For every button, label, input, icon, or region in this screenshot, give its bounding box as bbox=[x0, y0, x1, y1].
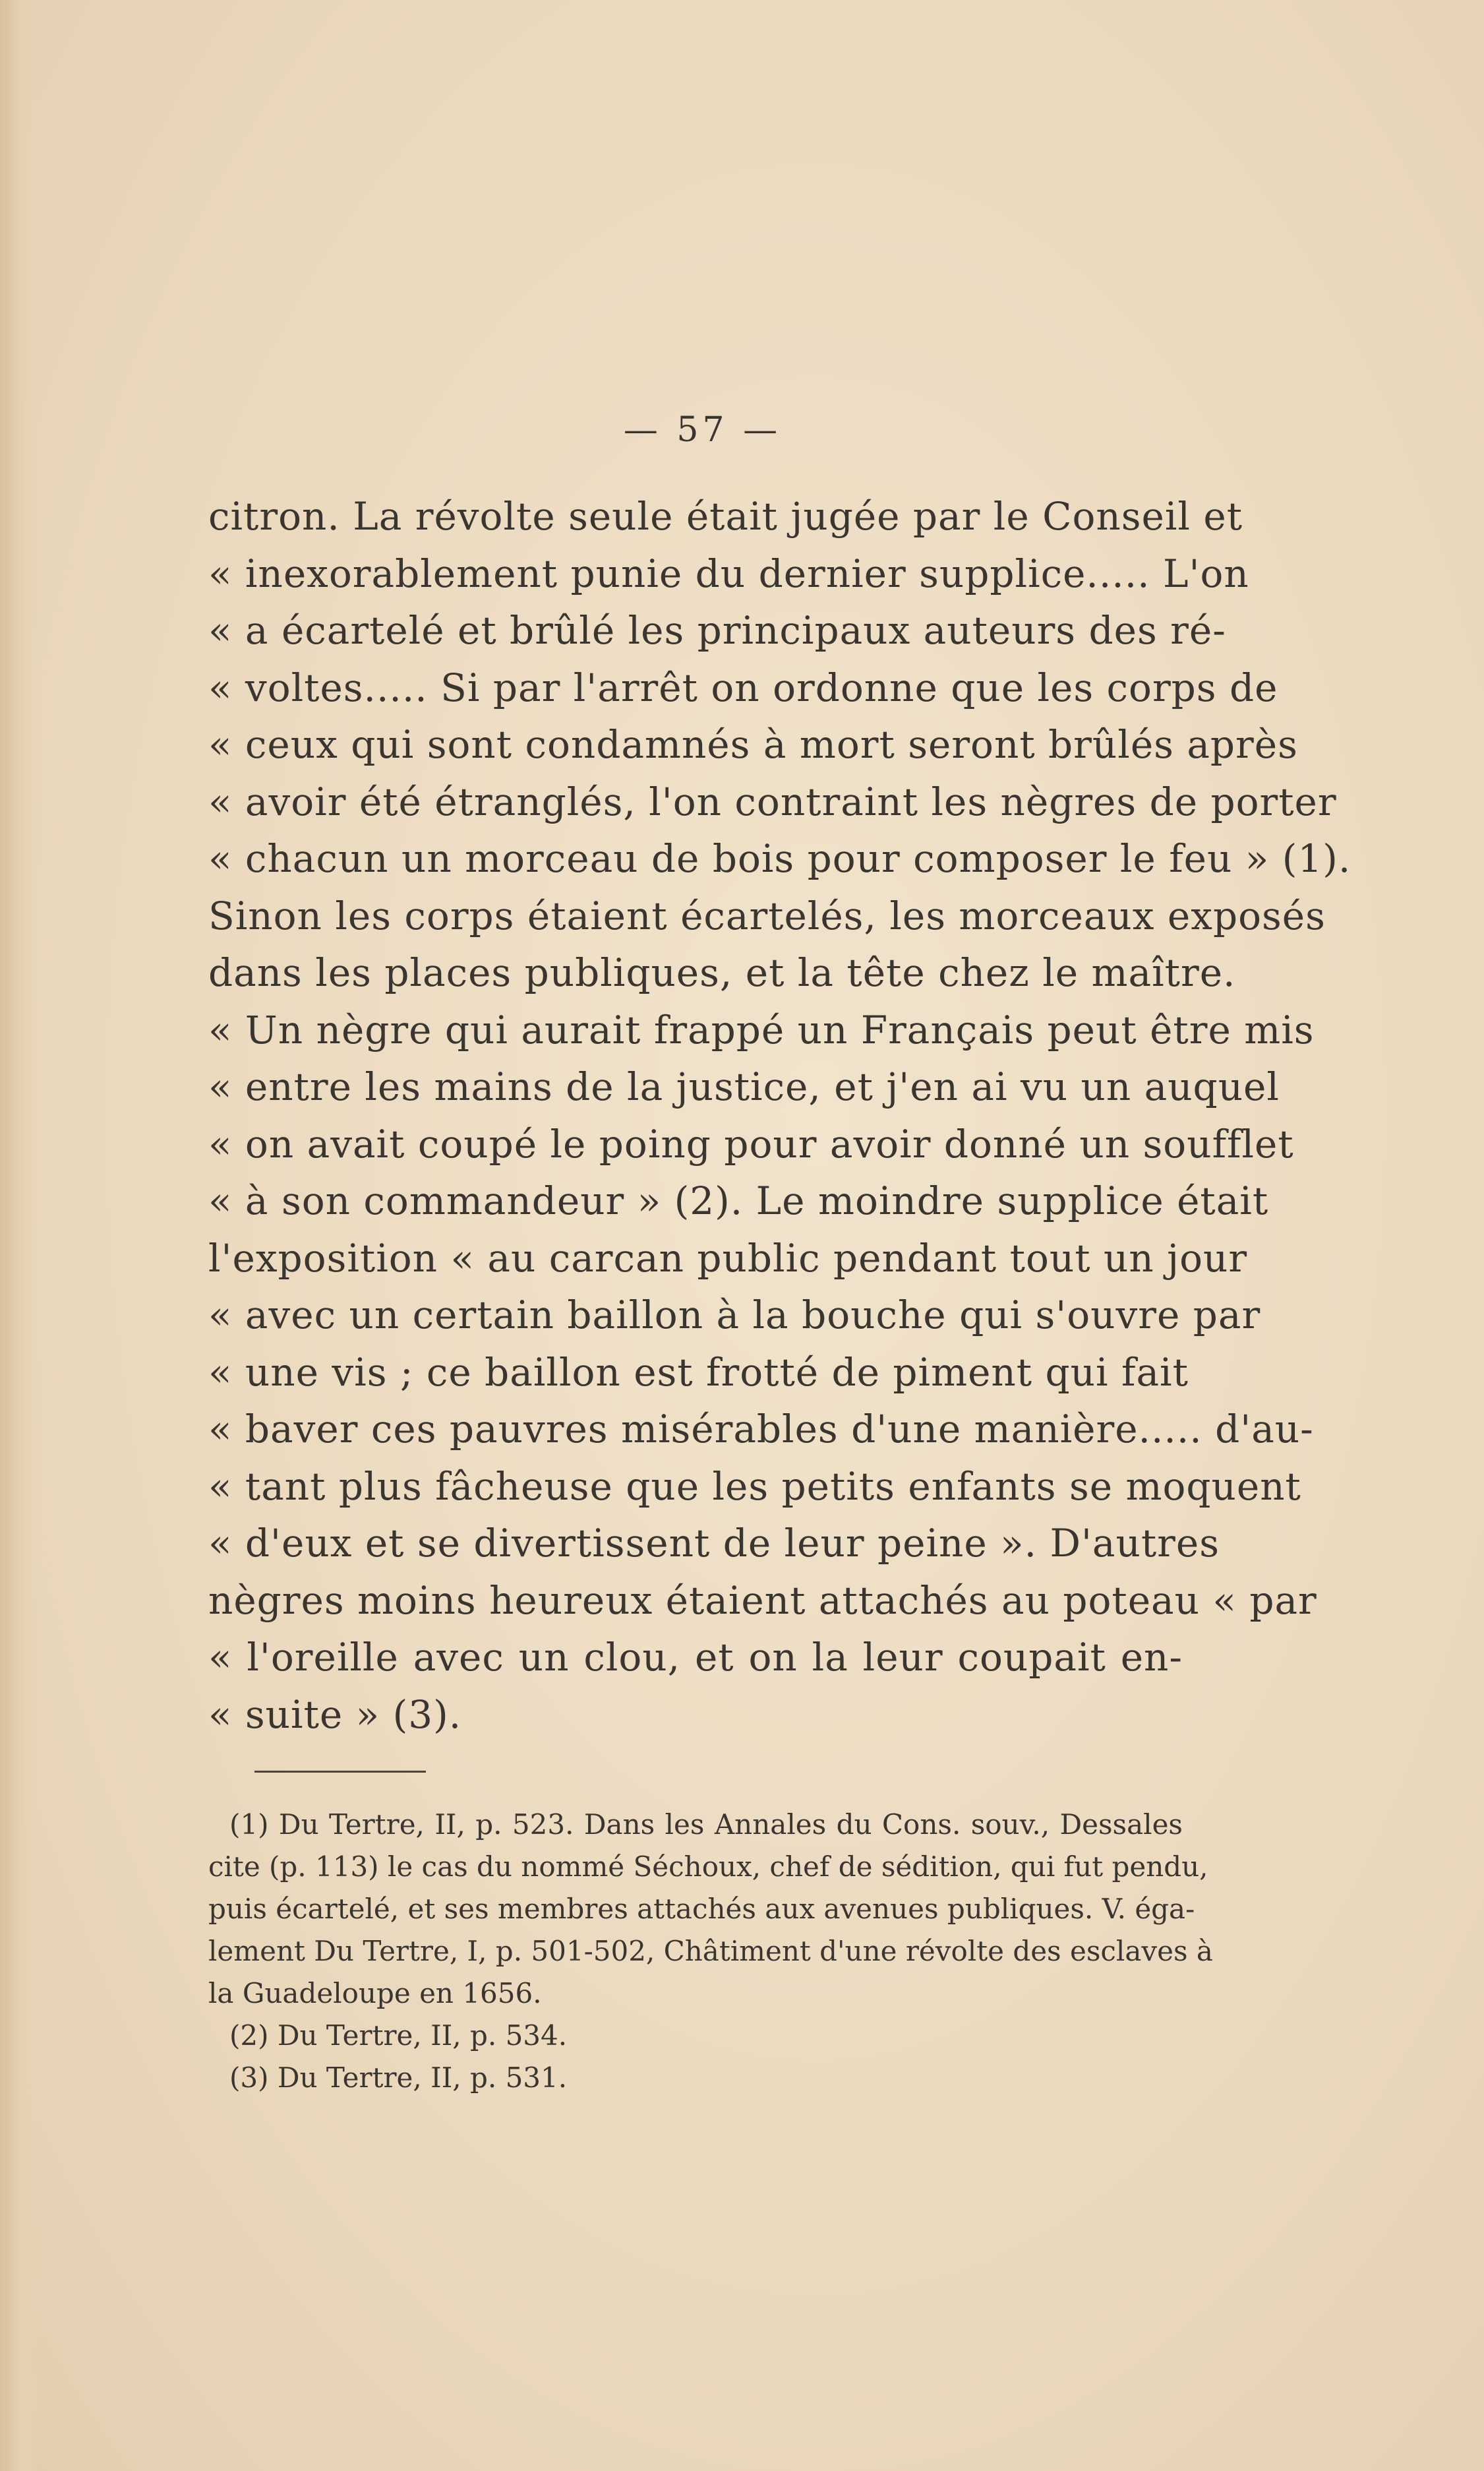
text-line: l'exposition « au carcan public pendant tout un jour bbox=[208, 1235, 1248, 1281]
text-line: « tant plus fâcheuse que les petits enfants se moquent bbox=[208, 1463, 1301, 1509]
text-line: « entre les mains de la justice, et j'en ai vu un auquel bbox=[208, 1064, 1280, 1109]
footnotes bbox=[208, 1804, 1213, 2099]
text-line: « ceux qui sont condamnés à mort seront brûlés après bbox=[208, 722, 1298, 767]
footnote-2: (2) Du Tertre, II, p. 534. bbox=[229, 2019, 568, 2052]
text-line: « l'oreille avec un clou, et on la leur coupait en- bbox=[208, 1635, 1183, 1680]
text-line: « Un nègre qui aurait frappé un Français peut être mis bbox=[208, 1007, 1315, 1052]
text-line: « à son commandeur » (2). Le moindre supplice était bbox=[208, 1178, 1269, 1223]
text-line: citron. La révolte seule était jugée par le Conseil et bbox=[208, 494, 1243, 539]
text-line: « voltes..... Si par l'arrêt on ordonne que les corps de bbox=[208, 665, 1278, 710]
text-line: « avoir été étranglés, l'on contraint les nègres de porter bbox=[208, 779, 1337, 824]
page-binding-edge bbox=[0, 0, 40, 2471]
text-line: « suite » (3). bbox=[208, 1692, 462, 1737]
body-text bbox=[208, 488, 1351, 1743]
footnote-3: (3) Du Tertre, II, p. 531. bbox=[229, 2061, 568, 2094]
footnote-1-line: cite (p. 113) le cas du nommé Séchoux, chef de sédition, qui fut pendu, bbox=[208, 1850, 1208, 1883]
footnote-separator bbox=[254, 1771, 426, 1773]
text-line: nègres moins heureux étaient attachés au poteau « par bbox=[208, 1577, 1317, 1623]
text-line: « a écartelé et brûlé les principaux auteurs des ré- bbox=[208, 608, 1226, 653]
text-line: « on avait coupé le poing pour avoir donné un soufflet bbox=[208, 1121, 1294, 1167]
text-line: « une vis ; ce baillon est frotté de piment qui fait bbox=[208, 1349, 1189, 1395]
text-line: « chacun un morceau de bois pour composer le feu » (1). bbox=[208, 836, 1351, 881]
text-line: « avec un certain baillon à la bouche qui s'ouvre par bbox=[208, 1293, 1261, 1337]
text-line: « baver ces pauvres misérables d'une manière..... d'au- bbox=[208, 1407, 1314, 1451]
footnote-1-line: (1) Du Tertre, II, p. 523. Dans les Annales du Cons. souv., Dessales bbox=[229, 1808, 1183, 1841]
text-line: « d'eux et se divertissent de leur peine ». D'autres bbox=[208, 1521, 1220, 1566]
footnote-1-line: la Guadeloupe en 1656. bbox=[208, 1977, 542, 2009]
text-line: dans les places publiques, et la tête chez le maître. bbox=[208, 950, 1236, 995]
footnote-1-line: puis écartelé, et ses membres attachés aux avenues publiques. V. éga- bbox=[208, 1893, 1195, 1925]
text-line: « inexorablement punie du dernier supplice..... L'on bbox=[208, 551, 1249, 596]
footnote-1-line: lement Du Tertre, I, p. 501-502, Châtiment d'une révolte des esclaves à bbox=[208, 1935, 1213, 1967]
text-line: Sinon les corps étaient écartelés, les morceaux exposés bbox=[208, 893, 1326, 938]
page-number: — 57 — bbox=[623, 410, 782, 450]
